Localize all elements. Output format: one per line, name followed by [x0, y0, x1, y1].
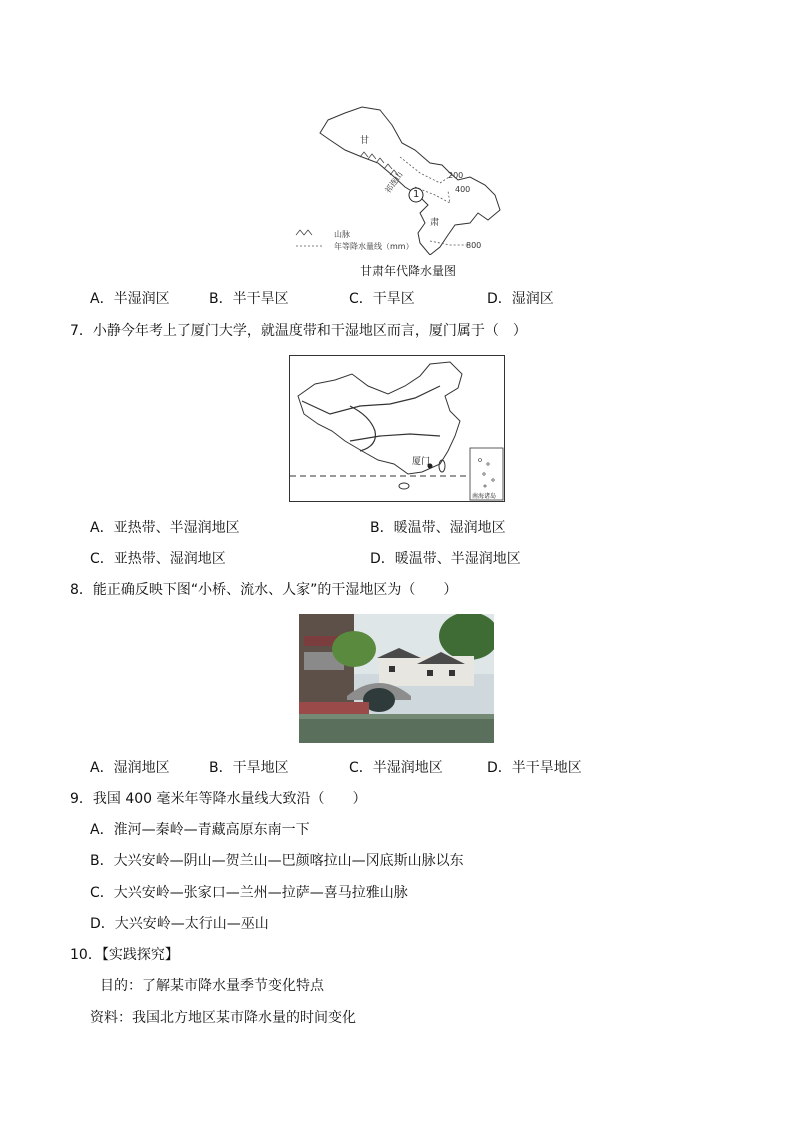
q8-stem: 8．能正确反映下图“小桥、流水、人家”的干湿地区为（ ）: [70, 582, 458, 598]
iso-label-200: 200: [448, 171, 464, 180]
q10-material: 资料：我国北方地区某市降水量的时间变化: [90, 1010, 356, 1026]
iso-label-400: 400: [455, 185, 471, 194]
temp-zone-line-1: [302, 386, 440, 414]
q9-option-c: C．大兴安岭—张家口—兰州—拉萨—喜马拉雅山脉: [90, 885, 408, 901]
legend-isohyet-label: 年等降水量线（mm）: [334, 242, 414, 251]
q8-option-d: D．半干旱地区: [487, 760, 582, 776]
q9-option-d: D．大兴安岭—太行山—巫山: [90, 916, 269, 932]
q7-stem: 7．小静今年考上了厦门大学，就温度带和干湿地区而言，厦门属于（ ）: [70, 323, 527, 339]
isohyet-200: [400, 157, 452, 183]
map-label-inset: 南海诸岛: [472, 493, 497, 500]
q9-option-b: B．大兴安岭—阴山—贺兰山—巴颜喀拉山—冈底斯山脉以东: [90, 853, 464, 869]
map-label-circle: 1: [413, 189, 420, 200]
iso-label-800: 800: [466, 241, 482, 250]
q9-option-a: A．淮河—秦岭—青藏高原东南一下: [90, 822, 310, 838]
q8-option-a: A．湿润地区: [90, 760, 170, 776]
q8-option-c: C．半湿润地区: [349, 760, 443, 776]
region-boundary: [350, 406, 375, 451]
q7-option-d: D．暖温带、半湿润地区: [370, 551, 521, 567]
q10-purpose: 目的：了解某市降水量季节变化特点: [100, 978, 324, 994]
q10-stem: 10．【实践探究】: [70, 947, 179, 963]
legend-mountain-icon: [296, 230, 312, 235]
taiwan-shape: [439, 460, 445, 472]
map-label-su: 肃: [430, 218, 440, 228]
q7-option-a: A．亚热带、半湿润地区: [90, 520, 240, 536]
q9-stem: 9．我国 400 毫米年等降水量线大致沿（ ）: [70, 791, 367, 807]
q6-option-c: C．干旱区: [349, 291, 415, 307]
q8-option-b: B．干旱地区: [209, 760, 289, 776]
china-outline: [298, 362, 462, 474]
map-label-gan: 甘: [360, 136, 370, 146]
legend-mountain-label: 山脉: [334, 230, 350, 239]
figure1-caption: 甘肃年代降水量图: [360, 264, 457, 278]
hainan-shape: [399, 483, 409, 489]
bridge-photo: [299, 614, 494, 743]
q6-option-a: A．半湿润区: [90, 291, 170, 307]
isohyet-800: [430, 241, 468, 245]
gansu-precip-map: [290, 95, 505, 255]
china-map: [289, 355, 505, 502]
q7-option-c: C．亚热带、湿润地区: [90, 551, 226, 567]
q6-option-b: B．半干旱区: [209, 291, 289, 307]
map-label-qilian: 祁连山: [383, 170, 405, 195]
q7-option-b: B．暖温带、湿润地区: [370, 520, 506, 536]
map-label-xiamen: 厦门: [412, 457, 431, 467]
q6-option-d: D．湿润区: [487, 291, 554, 307]
temp-zone-line-2: [350, 434, 440, 441]
china-map-svg: [290, 356, 504, 501]
bridge-photo-svg: [299, 614, 494, 743]
